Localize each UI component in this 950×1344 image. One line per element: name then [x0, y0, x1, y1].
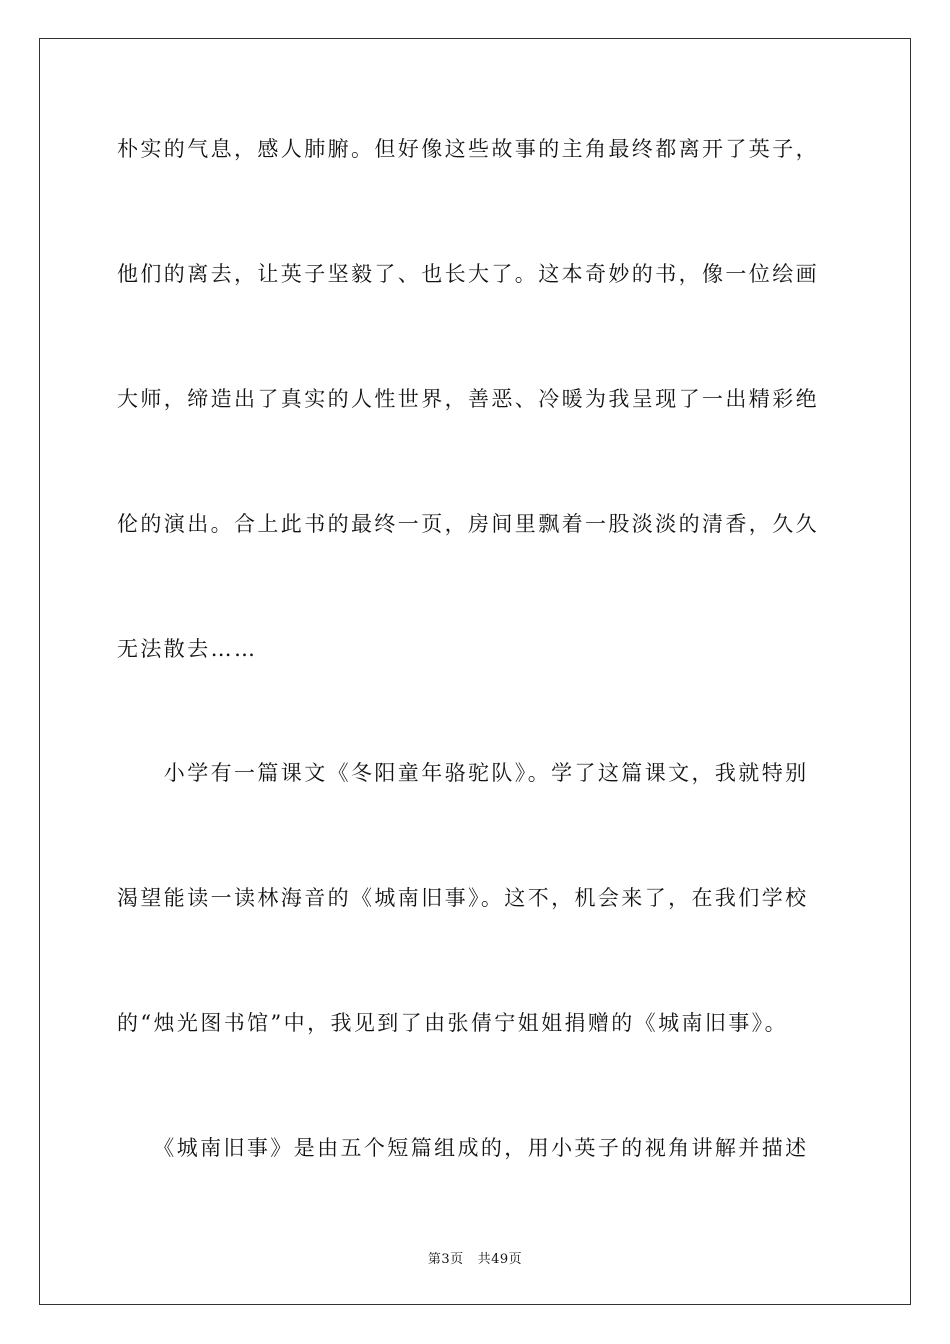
- text-line: 《城南旧事》是由五个短篇组成的，用小英子的视角讲解并描述: [117, 1136, 809, 1160]
- page-total: 共49页: [477, 1252, 523, 1267]
- page-footer: [0, 1248, 950, 1267]
- text-line: 伦的演出。合上此书的最终一页，房间里飘着一股淡淡的清香，久久: [117, 512, 819, 536]
- text-line: 的“烛光图书馆”中，我见到了由张倩宁姐姐捐赠的《城南旧事》。: [117, 1011, 788, 1035]
- text-line: 朴实的气息，感人肺腑。但好像这些故事的主角最终都离开了英子，: [117, 137, 819, 161]
- text-line: 大师，缔造出了真实的人性世界，善恶、冷暖为我呈现了一出精彩绝: [117, 387, 819, 411]
- text-line: 渴望能读一读林海音的《城南旧事》。这不，机会来了，在我们学校: [117, 886, 809, 910]
- page-border: [39, 38, 911, 1305]
- text-line: 无法散去……: [117, 637, 258, 661]
- page-number: 第3页: [427, 1252, 464, 1267]
- text-line: 小学有一篇课文《冬阳童年骆驼队》。学了这篇课文，我就特别: [117, 761, 809, 785]
- text-line: 他们的离去，让英子坚毅了、也长大了。这本奇妙的书，像一位绘画: [117, 262, 819, 286]
